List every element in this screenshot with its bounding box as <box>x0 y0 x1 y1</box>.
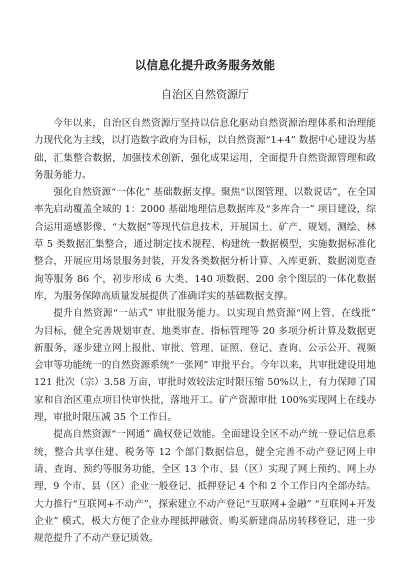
document-title: 以信息化提升政务服务效能 <box>134 58 276 72</box>
paragraph-intro: 今年以来，自治区自然资源厅坚持以信息化驱动自然资源治理体系和治理能力现代化为主线，以打造数字政府为目标，以自然资源“1+4” 数据中心建设为基础，汇集整合数据，加强技术创新，强化成果运用，全面提升自然资源管理和政务服务能力。 <box>34 118 376 181</box>
paragraph-registration: 提高自然资源“一网通” 确权登记效能。全面建设全区不动产统一登记信息系统，整合共享住建、税务等 12 个部门数据信息，健全完善不动产登记网上申请、查询、预约等服务功能，全区 13 个市、县（区）实现了网上预约、网上办理，9 个市、县（区）企业一般登记、抵押登记 4 个和 2 个工作日内全部办结。大力推行“互联网+不动产”，探索建立不动产登记“互联网+金融” “互联网+开发企业” 模式，极大方便了企业办理抵押融资、购买新建商品房转移登记，进一步规范提升了不动产登记质效。 <box>34 429 376 545</box>
document-author: 自治区自然资源厅 <box>161 88 249 101</box>
paragraph-approval-service: 提升自然资源“一站式” 审批服务能力。以实现自然资源“网上管、在线批” 为目标，健全完善规划审查、地类审查、指标管理等 20 多项分析计算及数据更新服务，逐步建立网上报批、审批、管理、证照、登记、查询、公示公开、视频会审等功能统一的自然资源系统“一张网” 审批平台。今年以来，共审批建设用地 121 批次（宗）3.58 万亩，审批时效较法定时限压缩 50%以上，有力保障了国家和自治区重点项目快审快批，落地开工。矿产资源审批 100%实现网上在线办理，审批时限压减 35 个工作日。 <box>34 308 376 424</box>
paragraph-data-support: 强化自然资源“一体化” 基础数据支撑。聚焦“以图管理、以数说话”，在全国率先启动覆盖全域的 1：2000 基础地理信息数据库及“多库合一” 项目建设，综合运用遥感影像、“大数据”等现代信息技术，开展国土、矿产、规划、测绘、林草 5 类数据汇集整合，通过制定技术规程、构建统一数据模型，实施数据标准化整合，开展应用场景服务封装，开发各类数据分析计算、入库更新、数据浏览查询等服务 86 个，初步形成 6 大类、140 项数据、200 余个图层的一体化数据库，为服务保障高质量发展提供了准确详实的基础数据支撑。 <box>34 187 376 302</box>
